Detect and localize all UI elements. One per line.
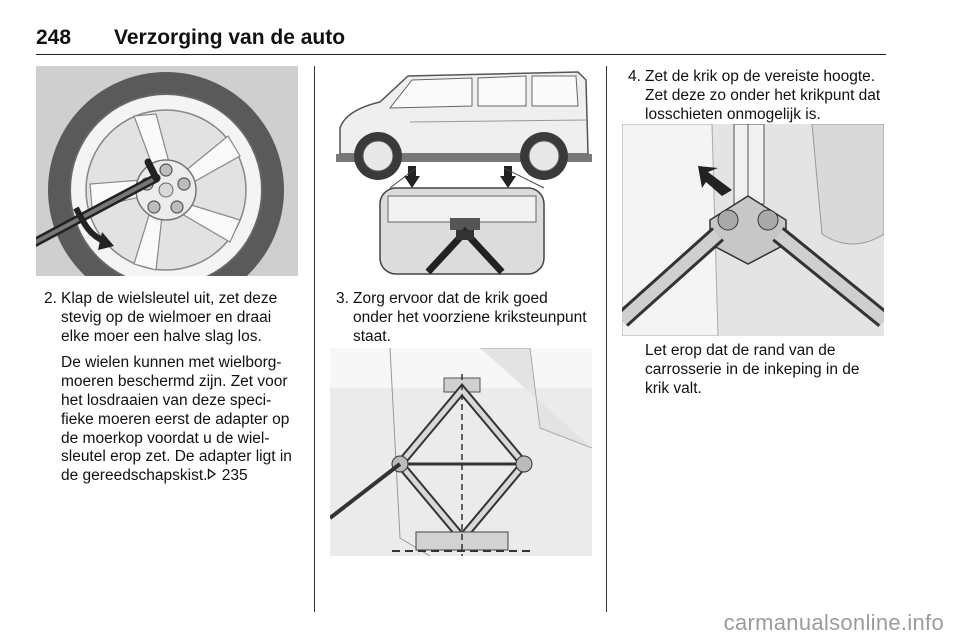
page-number: 248 xyxy=(36,26,72,49)
text-line: carrosserie in de inkeping in de xyxy=(645,360,860,378)
page-header xyxy=(36,26,886,55)
text-line: onder het voorziene kriksteunpunt xyxy=(353,308,587,326)
text-line: elke moer een halve slag los. xyxy=(61,327,262,345)
column-1-text xyxy=(44,290,306,486)
text-line: Zet deze zo onder het krikpunt dat xyxy=(645,86,881,104)
page-title: Verzorging van de auto xyxy=(114,26,346,49)
text-fragment: de gereedschapskist. xyxy=(61,467,208,485)
text-line: staat. xyxy=(353,327,391,345)
wheel-wrench-illustration xyxy=(36,66,298,276)
text-line: krik valt. xyxy=(645,379,702,397)
text-line: Zet de krik op de vereiste hoogte. xyxy=(645,68,876,85)
adapter-paragraph xyxy=(44,354,306,486)
text-line: de moerkop voordat u de wiel- xyxy=(61,429,270,447)
text-line: De wielen kunnen met wielborg- xyxy=(61,354,282,372)
watermark: carmanualsonline.info xyxy=(723,610,944,635)
step-number: 2. xyxy=(44,290,57,307)
text-line: stevig op de wielmoer en draai xyxy=(61,308,272,326)
car-jack-points-illustration xyxy=(330,66,592,276)
text-line: Klap de wielsleutel uit, zet deze xyxy=(61,290,278,307)
column-3-note-text xyxy=(645,342,885,398)
text-line xyxy=(61,467,306,486)
page-reference-link[interactable]: 235 xyxy=(221,467,248,485)
column-3-step-text xyxy=(628,68,890,124)
jack-positioning-illustration xyxy=(330,348,592,556)
step-2 xyxy=(44,290,306,346)
text-line: Let erop dat de rand van de xyxy=(645,342,836,359)
step-number: 3. xyxy=(336,290,349,307)
column-2-text xyxy=(336,290,598,346)
page-reference-icon xyxy=(207,468,217,480)
step-number: 4. xyxy=(628,68,641,85)
text-line: moeren beschermd zijn. Zet voor xyxy=(61,373,288,391)
step-3 xyxy=(336,290,598,346)
column-divider-2 xyxy=(606,66,607,612)
step-4 xyxy=(628,68,890,124)
column-divider-1 xyxy=(314,66,315,612)
text-line: Zorg ervoor dat de krik goed xyxy=(353,290,548,307)
text-line: fieke moeren eerst de adapter op xyxy=(61,410,290,428)
text-line: sleutel erop zet. De adapter ligt in xyxy=(61,448,292,466)
jack-notch-detail-illustration xyxy=(622,124,884,336)
text-line: losschieten onmogelijk is. xyxy=(645,105,821,123)
text-line: het losdraaien van deze speci- xyxy=(61,391,272,409)
